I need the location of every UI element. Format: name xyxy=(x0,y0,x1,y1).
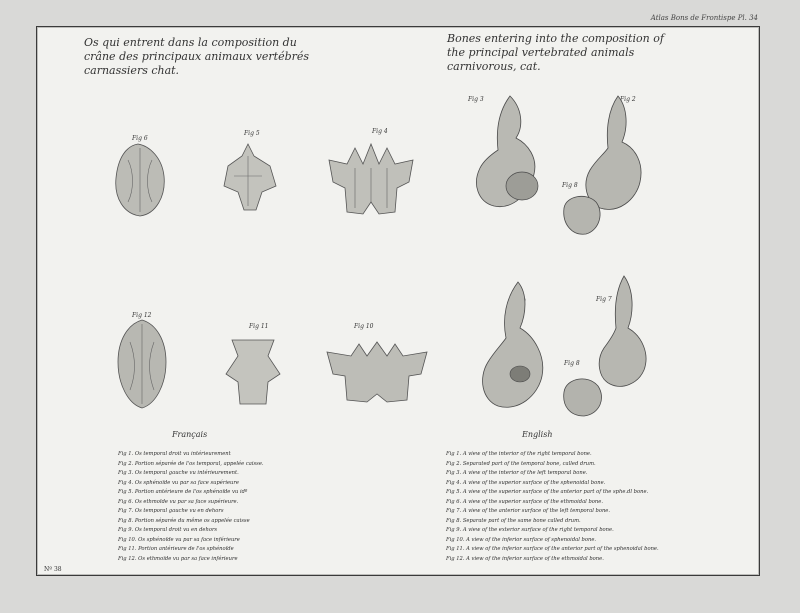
legend-item: Fig 6. Os ethmoïde vu par sa face supérieure. xyxy=(118,498,239,505)
legend-item: Fig 1. Os temporal droit vu intérieurement xyxy=(118,451,231,457)
fig12-label: Fig 12 xyxy=(132,312,152,319)
legend-item: Fig 6. A view of the superior surface of the ethmoidal bone. xyxy=(446,498,603,505)
fig3-left-temporal-interior xyxy=(468,90,558,220)
legend-item: Fig 4. Os sphénoïde vu par sa face supérieure xyxy=(118,479,239,486)
fig6-label: Fig 6 xyxy=(132,135,148,142)
title-french: Os qui entrent dans la composition du crâne des principaux animaux vertébrés carnassiers chat. xyxy=(84,36,310,77)
legend-item: Fig 5. A view of the superior surface of the anterior part of the sphe.dl bone. xyxy=(446,489,649,495)
fig3-label: Fig 3 xyxy=(468,96,484,103)
legend-item: Fig 8. Portion séparée du même os appelée caisse xyxy=(118,517,250,524)
legend-item: Fig 3. Os temporal gauche vu intérieurement. xyxy=(118,470,239,476)
legend-item: Fig 8. Separate part of the same bone called drum. xyxy=(446,517,581,524)
legend-item: Fig 4. A view of the superior surface of the sphenoidal bone. xyxy=(446,479,606,486)
fig4-sphenoid-superior xyxy=(325,142,417,218)
fig4-label: Fig 4 xyxy=(372,128,388,135)
fig2-drum xyxy=(556,188,606,240)
legend-french xyxy=(118,450,264,564)
legend-item: Fig 12. Os ethmoïde vu par sa face inférieure xyxy=(118,555,238,562)
fig7-label: Fig 7 xyxy=(596,296,612,303)
plate-number: Nº 38 xyxy=(44,566,62,573)
fig2-label: Fig 2 xyxy=(620,96,636,103)
fig5-sphenoid-anterior xyxy=(218,142,280,214)
fig8-label: Fig 8 xyxy=(562,182,578,189)
section-label-english: English xyxy=(522,430,553,439)
legend-item: Fig 11. A view of the inferior surface of the anterior part of the sphenoidal bone. xyxy=(446,546,659,552)
legend-item: Fig 10. Os sphénoïde vu par sa face inférieure xyxy=(118,536,240,543)
fig6-ethmoid-superior xyxy=(110,142,170,218)
legend-item: Fig 1. A view of the interior of the right temporal bone. xyxy=(446,451,592,457)
legend-item: Fig 5. Portion antérieure de l'os sphénoïde vu idº xyxy=(118,489,248,495)
legend-item: Fig 3. A view of the interior of the left temporal bone. xyxy=(446,470,588,476)
section-label-french: Français xyxy=(172,430,208,439)
fig11-label: Fig 11 xyxy=(249,323,269,330)
legend-item: Fig 7. A view of the anterior surface of the left temporal bone. xyxy=(446,508,611,514)
fig12-ethmoid-inferior xyxy=(112,318,172,410)
fig9-right-temporal-exterior xyxy=(474,278,566,418)
title-english: Bones entering into the composition of the principal vertebrated animals carnivorous, cat. xyxy=(447,32,664,73)
legend-item: Fig 2. Separated part of the temporal bone, called drum. xyxy=(446,460,596,467)
fig8b-label: Fig 8 xyxy=(564,360,580,367)
legend-item: Fig 10. A view of the inferior surface of sphenoidal bone. xyxy=(446,536,597,543)
fig8-drum-exterior xyxy=(556,370,608,422)
plate-reference: Atlas Bons de Frontispe Pl. 34 xyxy=(650,14,758,22)
legend-item: Fig 11. Portion antérieure de l'os sphénoïde xyxy=(118,546,234,552)
legend-english xyxy=(446,450,659,564)
legend-item: Fig 9. Os temporal droit vu en dehors xyxy=(118,527,218,533)
fig10-label: Fig 10 xyxy=(354,323,374,330)
fig11-sphenoid-anterior-inferior xyxy=(222,334,284,408)
legend-item: Fig 7. Os temporal gauche vu en dehors xyxy=(118,508,224,514)
legend-item: Fig 2. Portion séparée de l'os temporal, appelée caisse. xyxy=(118,460,264,467)
legend-item: Fig 9. A view of the exterior surface of the right temporal bone. xyxy=(446,527,614,533)
fig10-sphenoid-inferior xyxy=(323,340,431,404)
legend-item: Fig 12. A view of the inferior surface of the ethmoidal bone. xyxy=(446,555,604,562)
fig5-label: Fig 5 xyxy=(244,130,260,137)
